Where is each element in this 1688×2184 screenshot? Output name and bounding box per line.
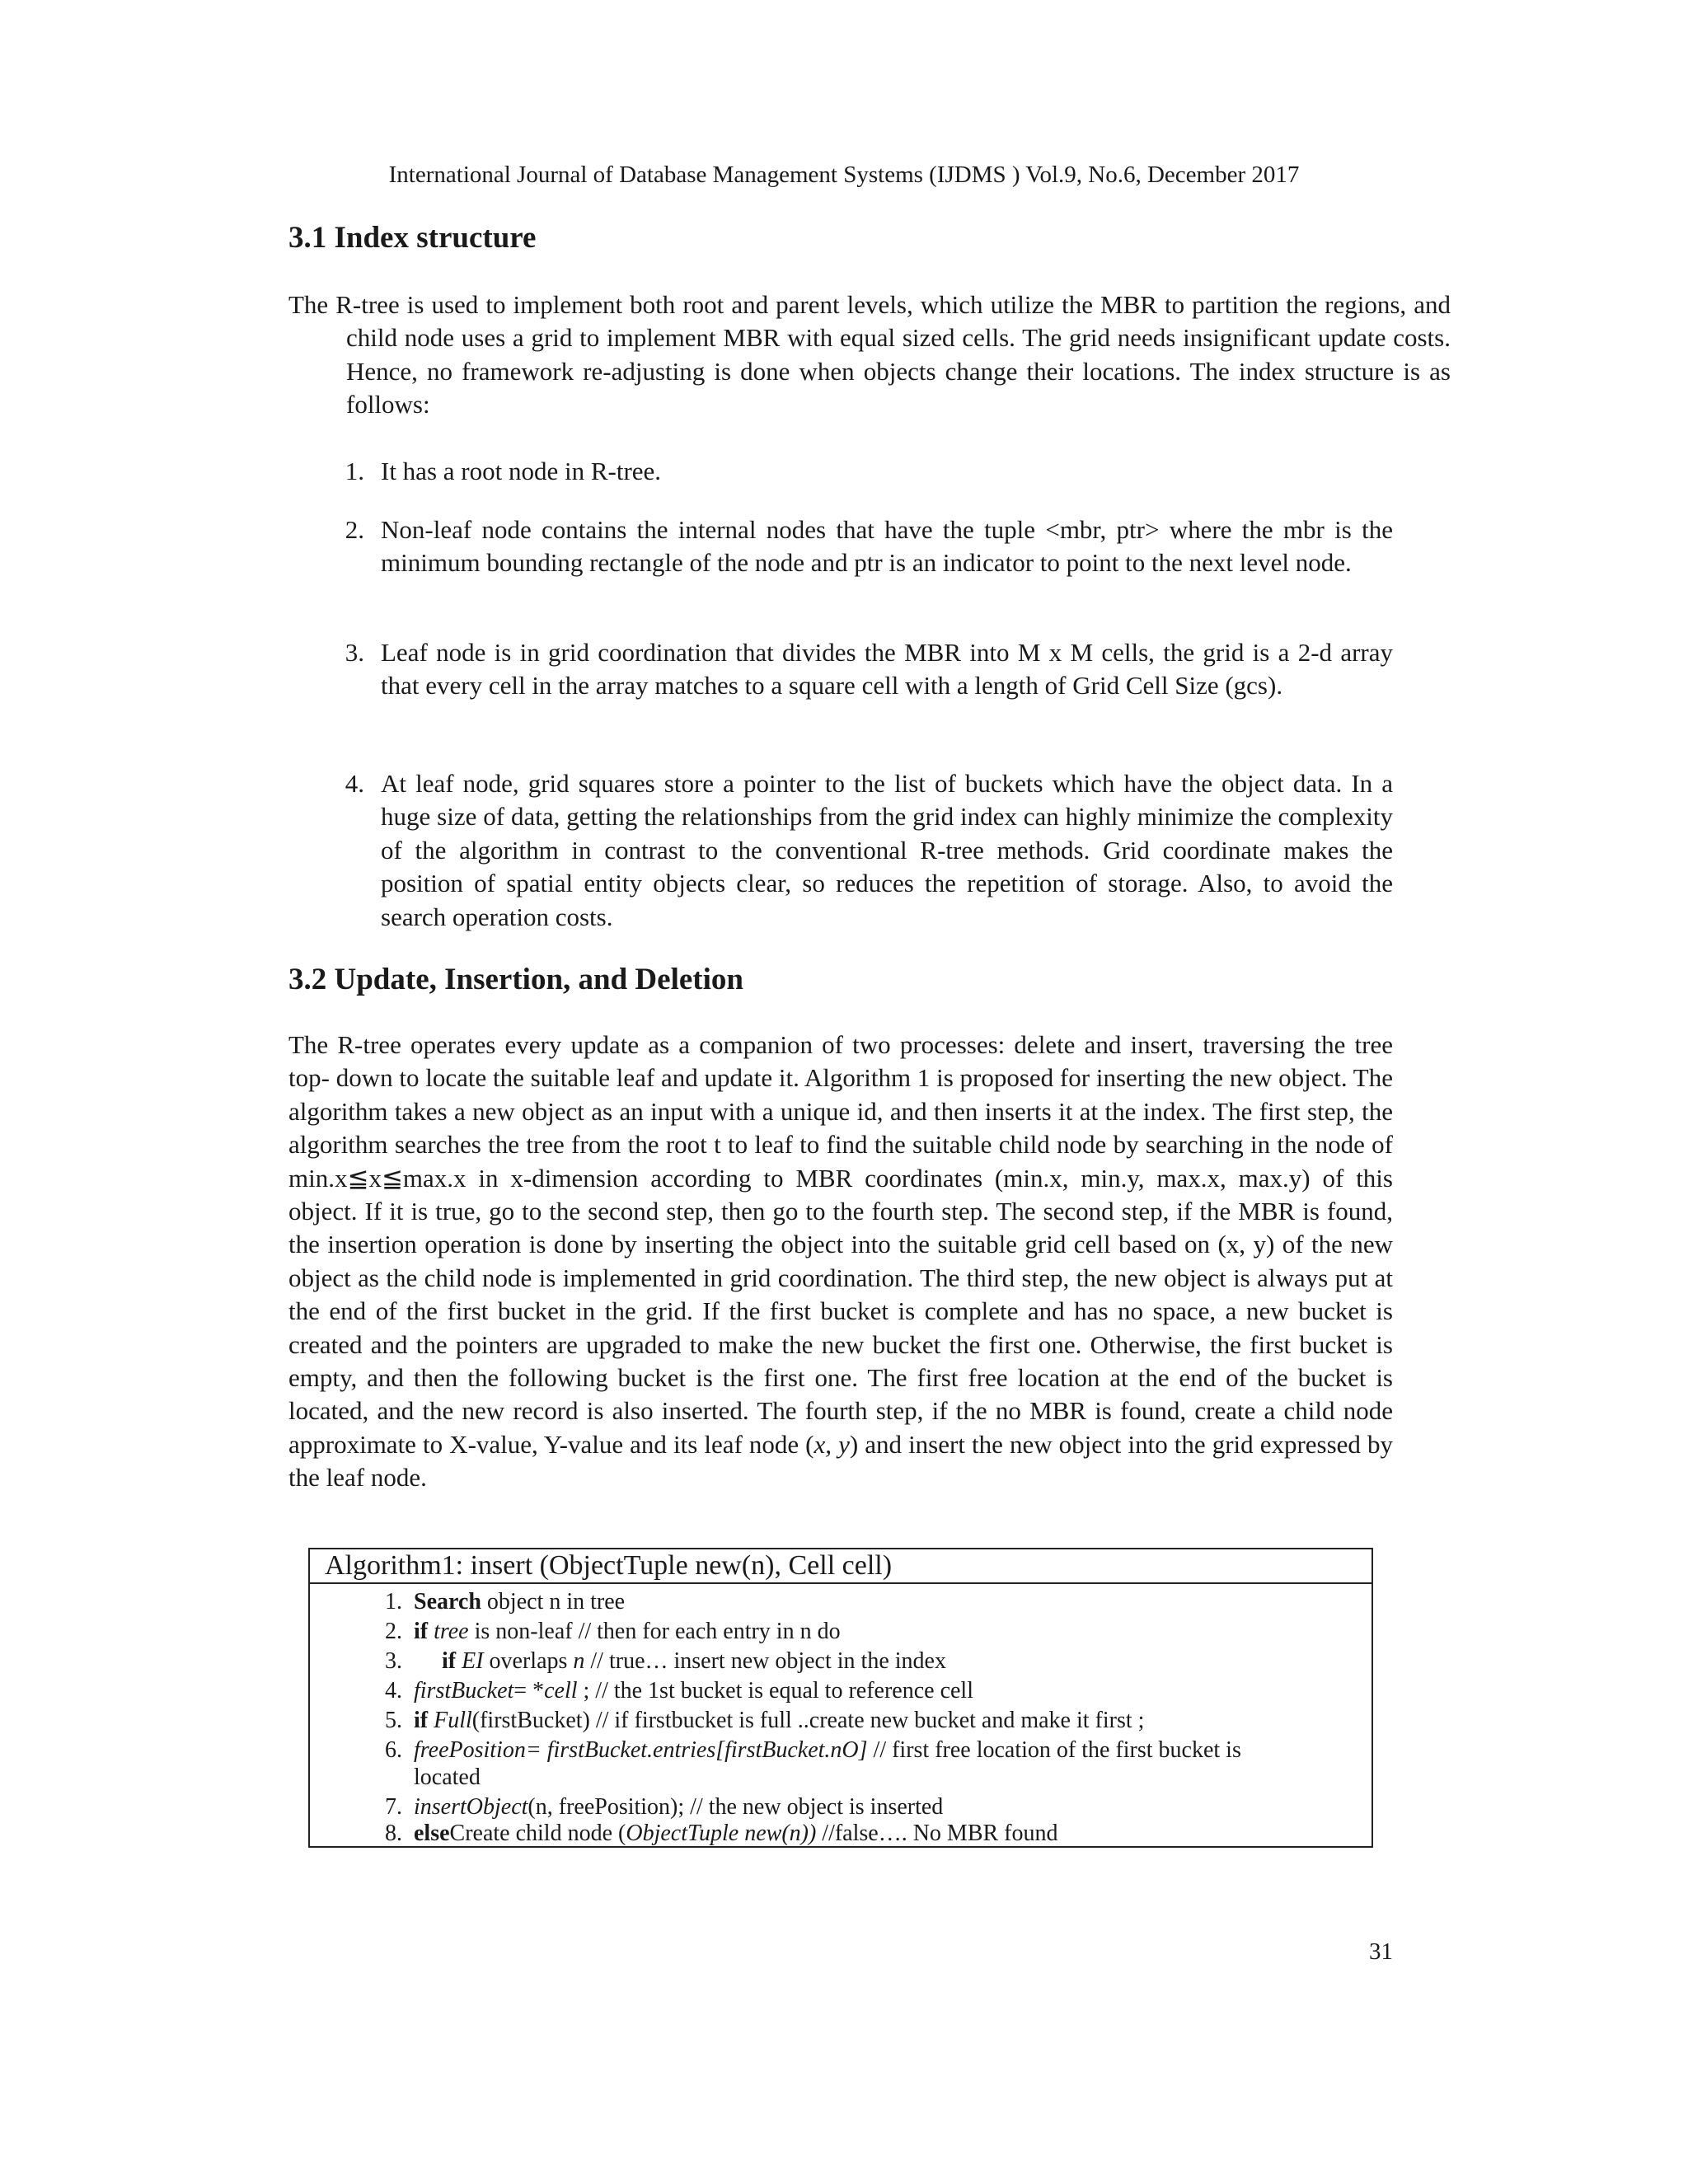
- page-number: 31: [1369, 1938, 1393, 1965]
- section-3-2-body: The R-tree operates every update as a companion of two processes: delete and insert, traversing the tree top- down to locate the suitable leaf and update it. Algorithm 1 is proposed for inserting the new object. The algorithm takes a new object as an input with a unique id, and then inserts it at the index. The first step, the algorithm searches the tree from the root t to leaf to find the suitable child node by searching in the node of min.x≦x≦max.x in x-dimension according to MBR coordinates (min.x, min.y, max.x, max.y) of this object. If it is true, go to the second step, then go to the fourth step. The second step, if the MBR is found, the insertion operation is done by inserting the object into the suitable grid cell based on (x, y) of the new object as the child node is implemented in grid coordination. The third step, the new object is always put at the end of the first bucket in the grid. If the first bucket is complete and has no space, a new bucket is created and the pointers are upgraded to make the new bucket the first one. Otherwise, the first bucket is empty, and then the following bucket is the first one. The first free location at the end of the bucket is located, and the new record is also inserted. The fourth step, if the no MBR is found, create a child node approximate to X-value, Y-value and its leaf node (x, y) and insert the new object into the grid expressed by the leaf node.: [288, 1030, 1393, 1493]
- list-text: At leaf node, grid squares store a pointer to the list of buckets which have the object data. In a huge size of data, getting the relationships from the grid index can highly minimize the complexity of the algorithm in contrast to the conventional R-tree methods. Grid coordinate makes the position of spatial entity objects clear, so reduces the repetition of storage. Also, to avoid the search operation costs.: [381, 769, 1393, 931]
- list-text: Non-leaf node contains the internal nodes that have the tuple <mbr, ptr> where the mbr is the minimum bounding rectangle of the node and ptr is an indicator to point to the next level node.: [381, 515, 1393, 578]
- running-header: International Journal of Database Management Systems (IJDMS ) Vol.9, No.6, December 2017: [388, 162, 1300, 188]
- algorithm-box: Algorithm1: insert (ObjectTuple new(n), Cell cell) 1. Search object n in tree 2. if tree is non-leaf // then for each entry in n do 3. if EI overlaps n // true… insert new object in the index 4. firstBucket= *cell ; // the 1st bucket is equal to reference cell 5. if Full(firstBucket) // if firstbucket is full ..create new bucket and make it first ; 6. freePosition= firstBucket.entries[firstBucket.nO] // first free location of the first bucket is located 7. insertObject(n, freePosition); // the new object is inserted 8. elseCreate child node (ObjectTuple new(n)) //false…. No MBR found: [308, 1548, 1373, 1848]
- list-number: 1.: [345, 457, 364, 485]
- list-number: 3.: [345, 638, 364, 667]
- list-number: 4.: [345, 769, 364, 798]
- section-3-1-title: 3.1 Index structure: [288, 221, 537, 255]
- list-number: 2.: [345, 515, 364, 544]
- list-text: It has a root node in R-tree.: [381, 457, 662, 485]
- list-text: Leaf node is in grid coordination that divides the MBR into M x M cells, the grid is a 2-d array that every cell in the array matches to a square cell with a length of Grid Cell Size (gcs).: [381, 638, 1393, 701]
- algorithm-title: Algorithm1: insert (ObjectTuple new(n), Cell cell): [310, 1549, 1372, 1584]
- section-3-1-intro: The R-tree is used to implement both root and parent levels, which utilize the MBR to partition the regions, and child node uses a grid to implement MBR with equal sized cells. The grid needs insignificant update costs. Hence, no framework re-adjusting is done when objects change their locations. The index structure is as follows:: [288, 290, 1451, 419]
- section-3-2-title: 3.2 Update, Insertion, and Deletion: [288, 963, 743, 996]
